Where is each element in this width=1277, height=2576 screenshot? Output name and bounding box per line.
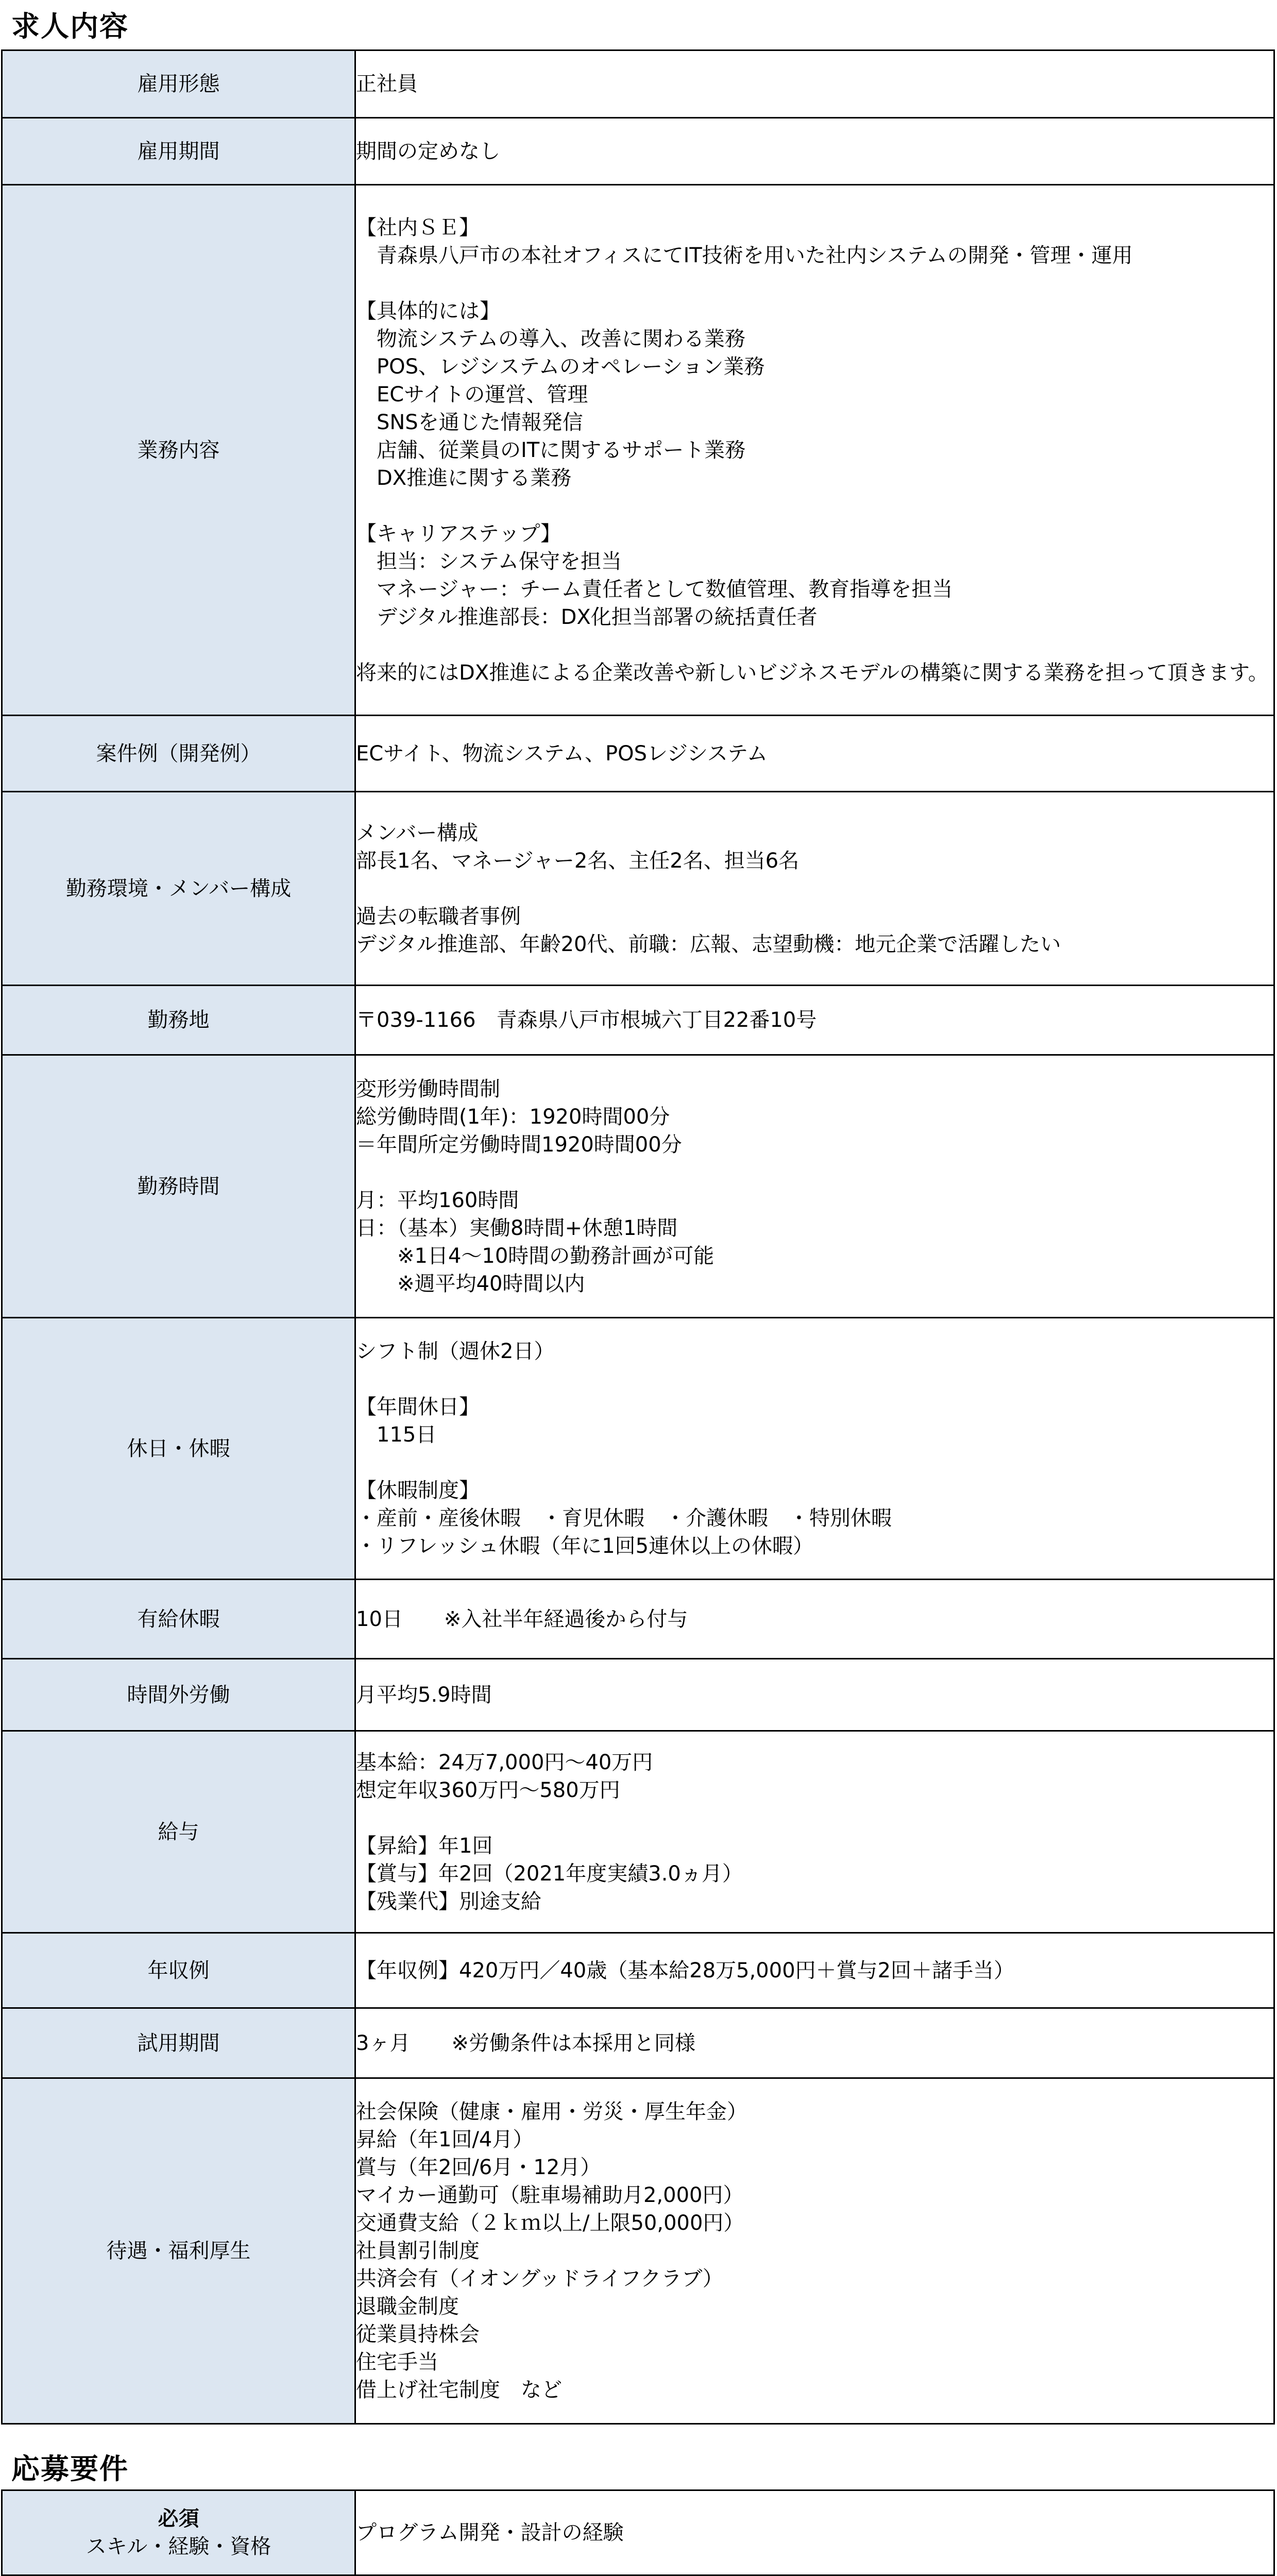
row-label [2,2490,355,2575]
row-value: 変形労働時間制 総労働時間(1年)：1920時間00分 ＝年間所定労働時間1920時間00分 月：平均160時間 日：（基本）実働8時間+休憩1時間 ※1日4～10時間の勤務計画が可能 ※週平均40時間以内 [355,1055,1274,1318]
row-label: 勤務環境・メンバー構成 [2,792,355,986]
row-label: 業務内容 [2,185,355,716]
row-value: 【社内ＳＥ】 青森県八戸市の本社オフィスにてIT技術を用いた社内システムの開発・管理・運用 【具体的には】 物流システムの導入、改善に関わる業務 POS、レジシステムのオペレーション業務 ECサイトの運営、管理 SNSを通じた情報発信 店舗、従業員のITに関するサポート業務 DX推進に関する業務 【キャリアステップ】 担当：システム保守を担当 マネージャー：チーム責任者として数値管理、教育指導を担当 デジタル推進部長：DX化担当部署の統括責任者 将来的にはDX推進による企業改善や新しいビジネスモデルの構築に関する業務を担って頂きます。 [355,185,1274,716]
section-title-job-details: 求人内容 [11,10,129,43]
job-details-table [1,49,1275,2425]
table-row [2,1731,1274,1933]
row-label: 待遇・福利厚生 [2,2078,355,2424]
row-label: 試用期間 [2,2008,355,2078]
table-row [2,118,1274,185]
row-value: 社会保険（健康・雇用・労災・厚生年金） 昇給（年1回/4月） 賞与（年2回/6月・12月） マイカー通勤可（駐車場補助月2,000円） 交通費支給（２ｋｍ以上/上限50,000円） 社員割引制度 共済会有（イオングッドライフクラブ） 退職金制度 従業員持株会 住宅手当 借上げ社宅制度 など [355,2078,1274,2424]
row-label: 給与 [2,1731,355,1933]
row-value: 【年収例】420万円／40歳（基本給28万5,000円＋賞与2回＋諸手当） [355,1933,1274,2008]
label-main: 必須 [158,2507,199,2531]
row-label: 有給休暇 [2,1580,355,1659]
row-label: 時間外労働 [2,1659,355,1731]
table-row [2,1580,1274,1659]
row-value: 期間の定めなし [355,118,1274,185]
row-value: 基本給：24万7,000円～40万円 想定年収360万円～580万円 【昇給】年1回 【賞与】年2回（2021年度実績3.0ヵ月） 【残業代】別途支給 [355,1731,1274,1933]
row-label: 雇用期間 [2,118,355,185]
row-value: ECサイト、物流システム、POSレジシステム [355,716,1274,792]
table-row [2,792,1274,986]
row-value: 10日 ※入社半年経過後から付与 [355,1580,1274,1659]
row-value: メンバー構成 部長1名、マネージャー2名、主任2名、担当6名 過去の転職者事例 デジタル推進部、年齢20代、前職：広報、志望動機：地元企業で活躍したい [355,792,1274,986]
row-label: 案件例（開発例） [2,716,355,792]
row-value: プログラム開発・設計の経験 [355,2490,1274,2575]
label-sub: スキル・経験・資格 [86,2535,271,2558]
table-row [2,1659,1274,1731]
row-label: 雇用形態 [2,50,355,118]
row-label: 勤務時間 [2,1055,355,1318]
row-label: 休日・休暇 [2,1318,355,1580]
section-title-requirements: 応募要件 [11,2452,129,2485]
row-label: 年収例 [2,1933,355,2008]
table-row [2,1318,1274,1580]
table-row [2,2008,1274,2078]
requirements-table [1,2489,1275,2576]
table-row [2,986,1274,1055]
table-row [2,1055,1274,1318]
row-value: シフト制（週休2日） 【年間休日】 115日 【休暇制度】 ・産前・産後休暇 ・育児休暇 ・介護休暇 ・特別休暇 ・リフレッシュ休暇（年に1回5連休以上の休暇） [355,1318,1274,1580]
row-value: 正社員 [355,50,1274,118]
table-row [2,2490,1274,2575]
row-value: 〒039-1166 青森県八戸市根城六丁目22番10号 [355,986,1274,1055]
row-value: 3ヶ月 ※労働条件は本採用と同様 [355,2008,1274,2078]
table-row [2,1933,1274,2008]
row-label: 勤務地 [2,986,355,1055]
row-value: 月平均5.9時間 [355,1659,1274,1731]
table-row [2,185,1274,716]
table-row [2,716,1274,792]
table-row [2,50,1274,118]
table-row [2,2078,1274,2424]
